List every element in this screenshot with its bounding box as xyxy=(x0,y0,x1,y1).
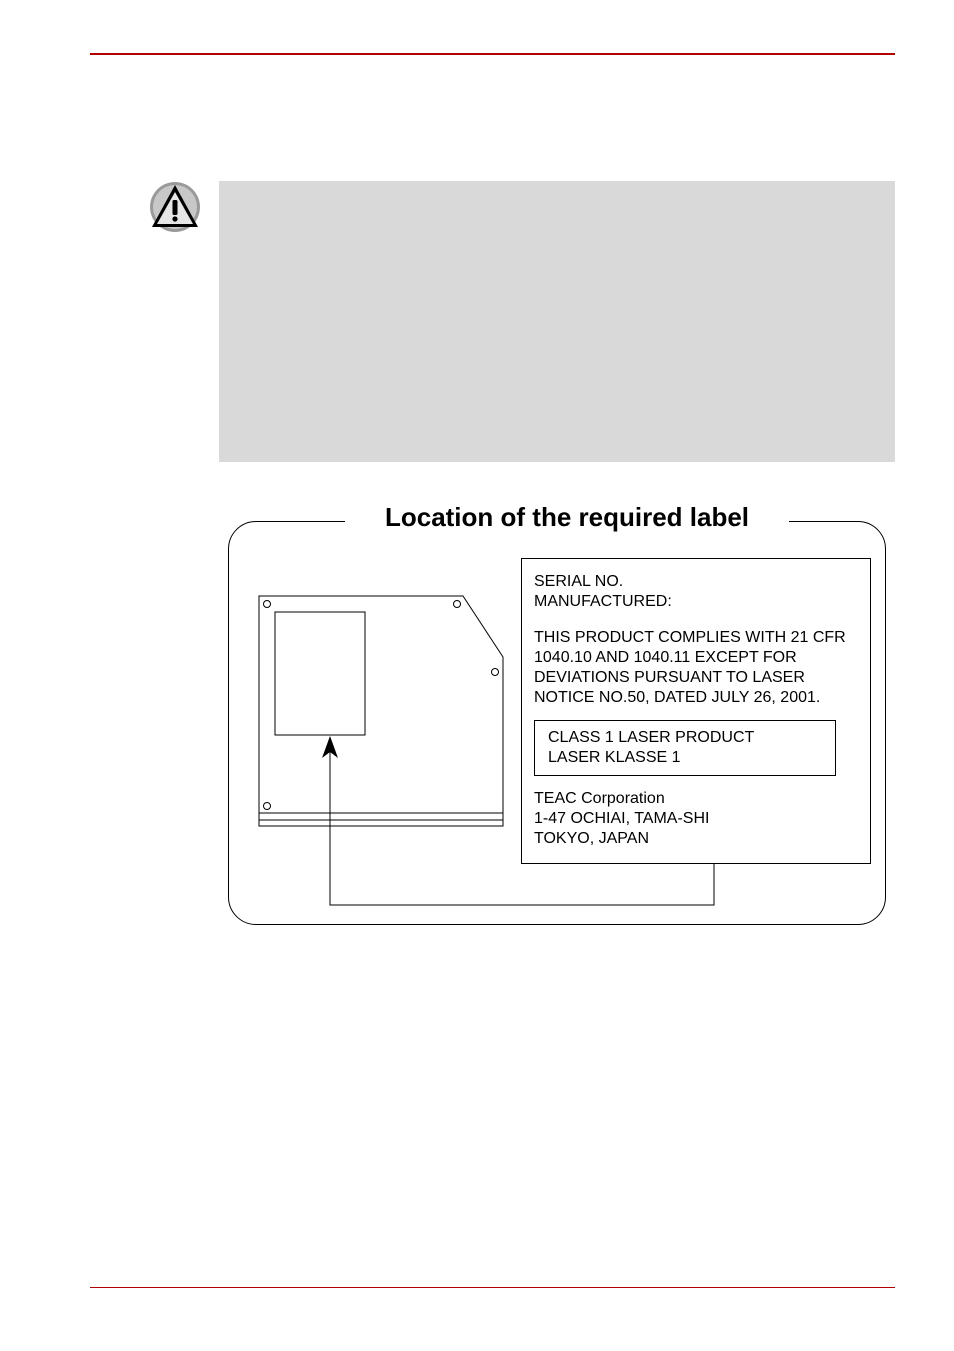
laser-class-line: CLASS 1 LASER PRODUCT xyxy=(548,729,755,746)
serial-line: SERIAL NO. xyxy=(534,573,624,590)
compliance-line: NOTICE NO.50, DATED JULY 26, 2001. xyxy=(534,689,821,706)
laser-class-text xyxy=(548,728,754,768)
footer-rule xyxy=(90,1287,895,1288)
header-rule xyxy=(90,53,895,55)
serial-block xyxy=(534,572,672,612)
manufacturer-line: TOKYO, JAPAN xyxy=(534,830,649,847)
compliance-block xyxy=(534,628,846,708)
manufacturer-line: 1-47 OCHIAI, TAMA-SHI xyxy=(534,810,710,827)
manufacturer-block xyxy=(534,789,709,849)
compliance-line: THIS PRODUCT COMPLIES WITH 21 CFR xyxy=(534,629,846,646)
manufacturer-line: TEAC Corporation xyxy=(534,790,665,807)
figure-title-container xyxy=(345,497,789,537)
manufactured-line: MANUFACTURED: xyxy=(534,593,672,610)
figure-title: Location of the required label xyxy=(384,502,750,532)
compliance-line: DEVIATIONS PURSUANT TO LASER xyxy=(534,669,805,686)
laser-class-line: LASER KLASSE 1 xyxy=(548,749,681,766)
caution-triangle-icon xyxy=(148,180,202,234)
compliance-line: 1040.10 AND 1040.11 EXCEPT FOR xyxy=(534,649,797,666)
caution-box xyxy=(219,181,895,462)
